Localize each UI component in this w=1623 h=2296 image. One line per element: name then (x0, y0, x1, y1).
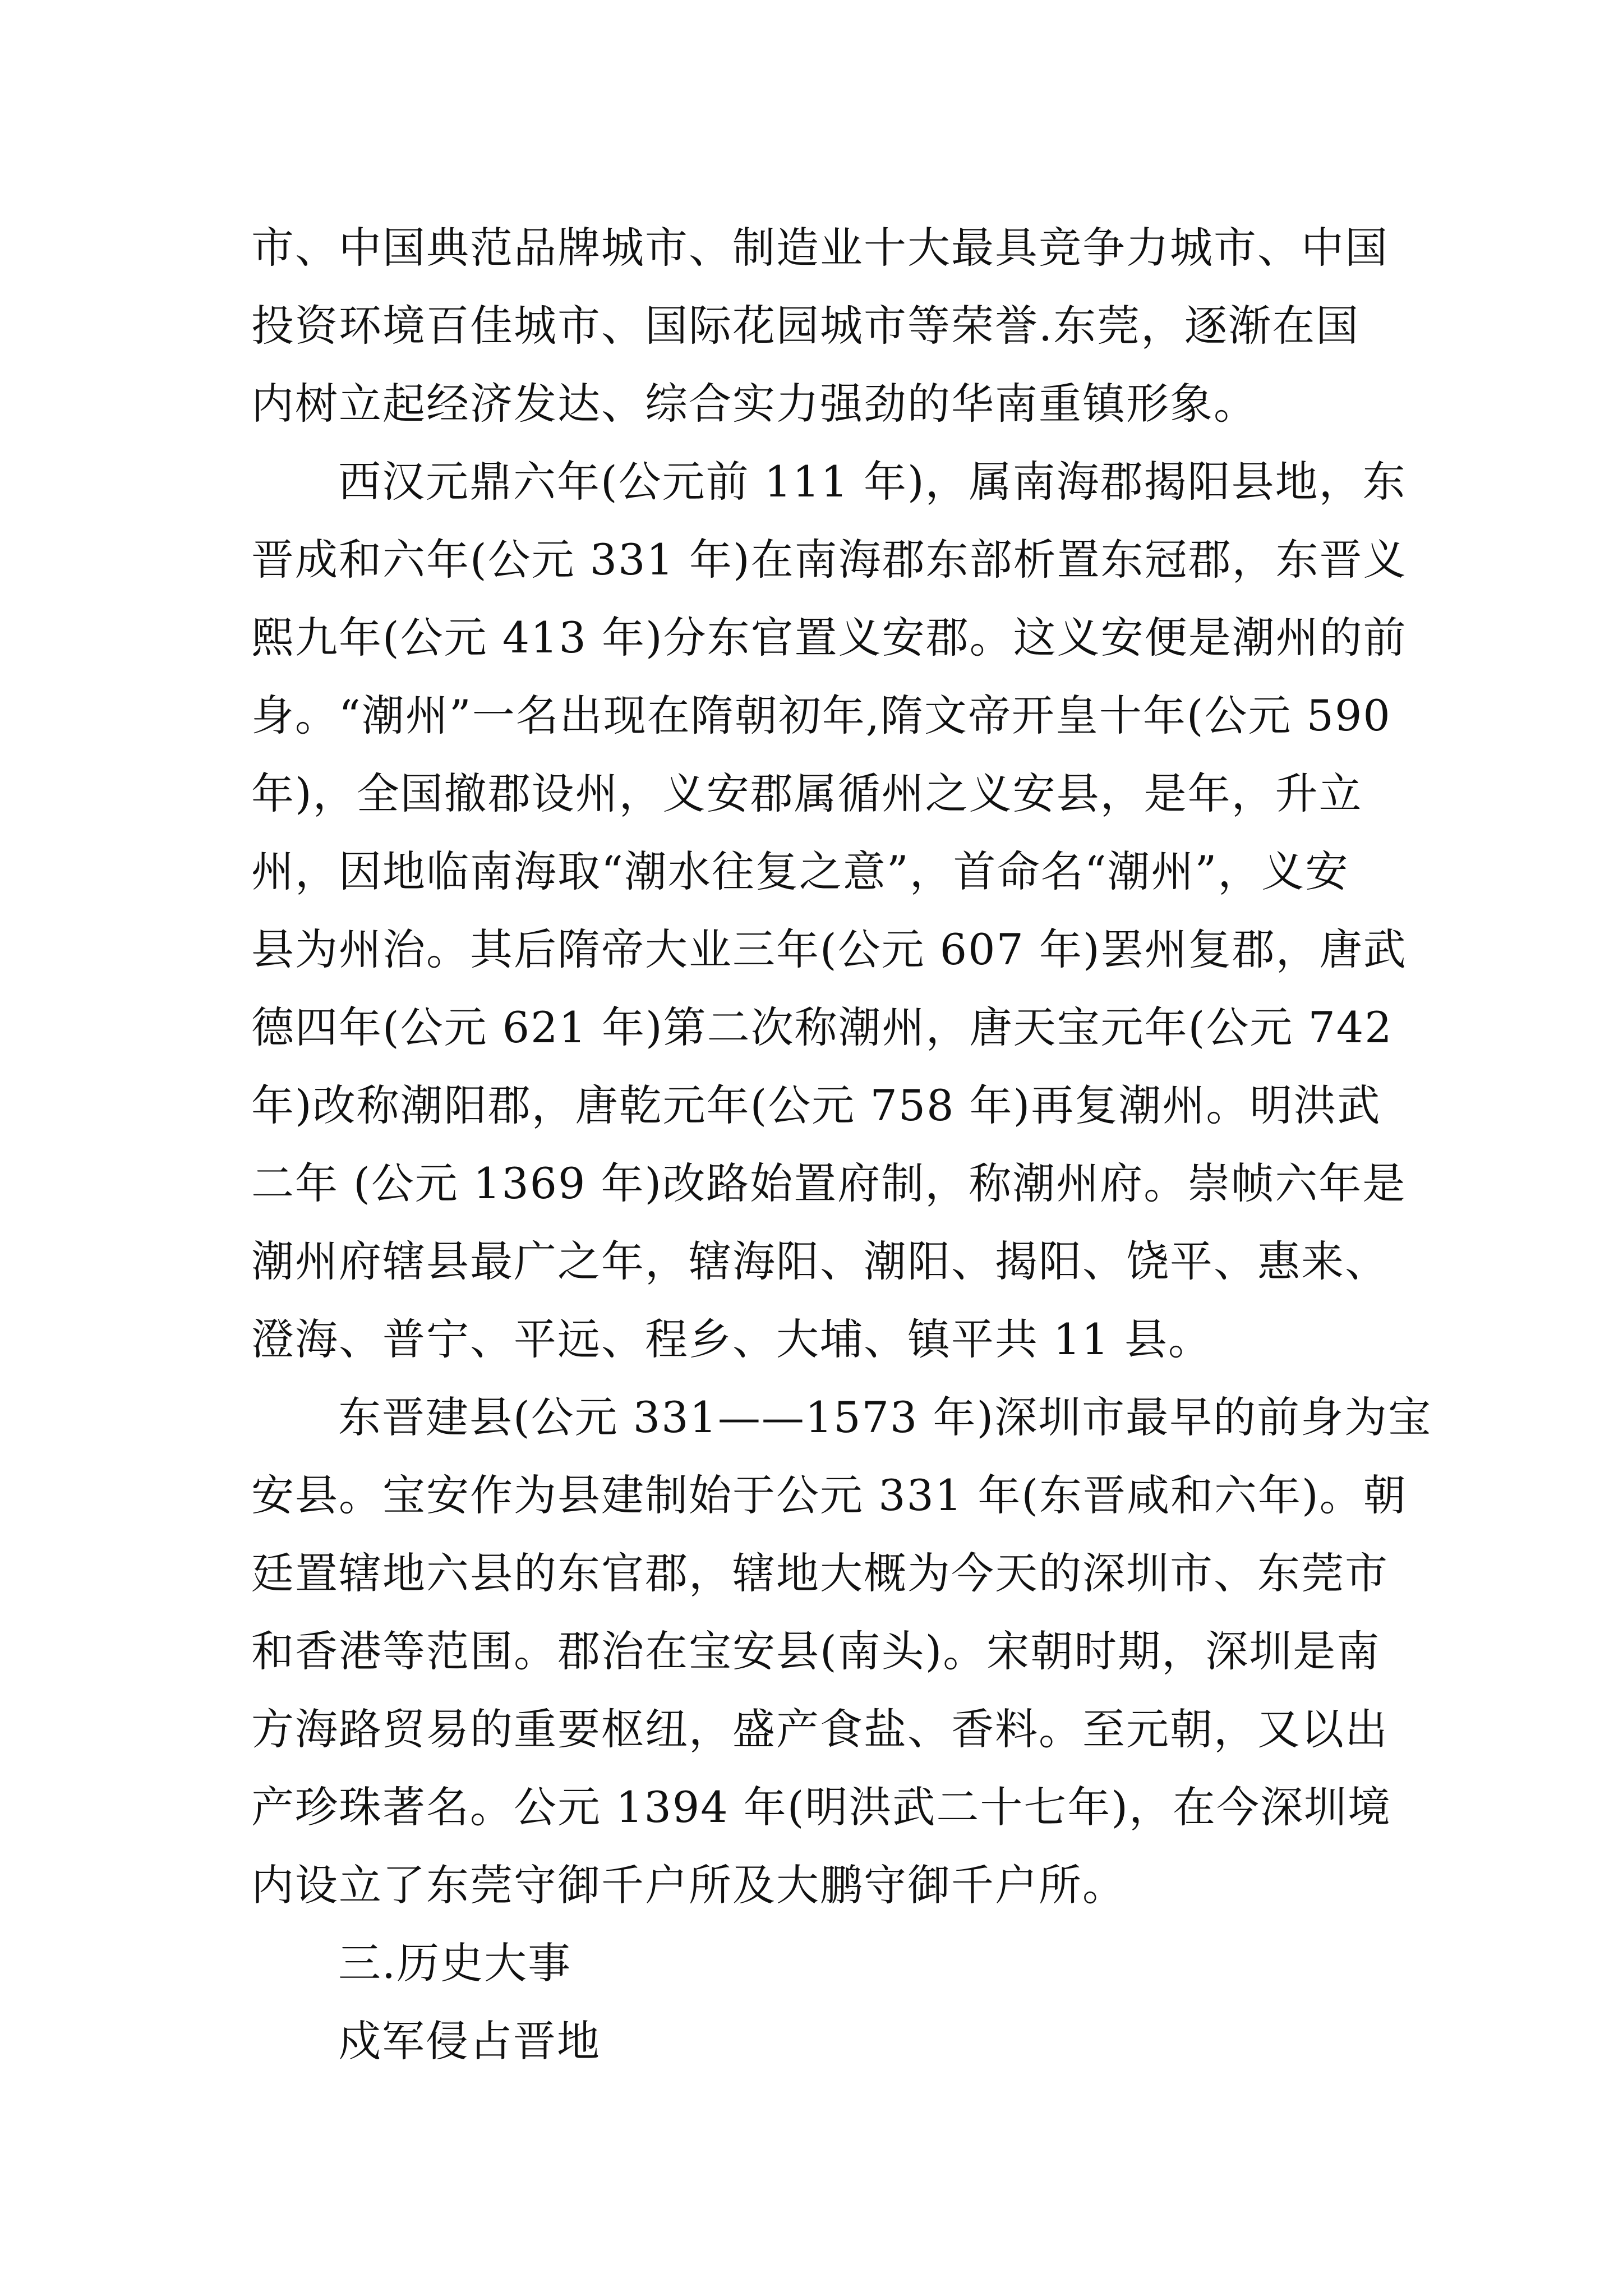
text-line: 东晋建县(公元 331——1573 年)深圳市最早的前身为宝 (338, 1392, 1432, 1442)
sub-heading: 戍军侵占晋地 (338, 2016, 601, 2066)
text-line: 身。“潮州”一名出现在隋朝初年,隋文帝开皇十年(公元 590 (251, 691, 1391, 740)
text-line: 二年 (公元 1369 年)改路始置府制，称潮州府。崇帧六年是 (251, 1158, 1407, 1208)
text-line: 投资环境百佳城市、国际花园城市等荣誉.东莞，逐渐在国 (251, 301, 1360, 351)
text-line: 内树立起经济发达、综合实力强劲的华南重镇形象。 (251, 379, 1257, 429)
document-body (251, 209, 1432, 2080)
text-line: 年)改称潮阳郡，唐乾元年(公元 758 年)再复潮州。明洪武 (251, 1080, 1381, 1130)
text-line: 晋成和六年(公元 331 年)在南海郡东部析置东冠郡，东晋义 (251, 535, 1407, 585)
text-line: 市、中国典范品牌城市、制造业十大最具竞争力城市、中国 (251, 223, 1389, 273)
text-line: 潮州府辖县最广之年，辖海阳、潮阳、揭阳、饶平、惠来、 (251, 1236, 1389, 1286)
text-line: 西汉元鼎六年(公元前 111 年)，属南海郡揭阳县地，东 (338, 457, 1407, 507)
text-line: 熙九年(公元 413 年)分东官置义安郡。这义安便是潮州的前 (251, 613, 1407, 662)
text-line: 安县。宝安作为县建制始于公元 331 年(东晋咸和六年)。朝 (251, 1470, 1407, 1520)
text-line: 廷置辖地六县的东官郡，辖地大概为今天的深圳市、东莞市 (251, 1548, 1389, 1598)
paragraph-1 (251, 209, 1395, 443)
text-line: 内设立了东莞守御千户所及大鹏守御千户所。 (251, 1860, 1126, 1910)
text-line: 年)，全国撤郡设州，义安郡属循州之义安县，是年，升立 (251, 769, 1363, 818)
text-line: 州，因地临南海取“潮水往复之意”，首命名“潮州”，义安 (251, 846, 1349, 896)
text-line: 县为州治。其后隋帝大业三年(公元 607 年)罢州复郡，唐武 (251, 924, 1407, 974)
paragraph-3 (251, 1378, 1432, 1924)
paragraph-2 (251, 443, 1407, 1378)
text-line: 和香港等范围。郡治在宝安县(南头)。宋朝时期，深圳是南 (251, 1626, 1381, 1676)
text-line: 德四年(公元 621 年)第二次称潮州，唐天宝元年(公元 742 (251, 1002, 1393, 1052)
text-line: 澄海、普宁、平远、程乡、大埔、镇平共 11 县。 (251, 1314, 1212, 1364)
text-line: 方海路贸易的重要枢纽，盛产食盐、香料。至元朝，又以出 (251, 1704, 1389, 1754)
text-line: 产珍珠著名。公元 1394 年(明洪武二十七年)，在今深圳境 (251, 1782, 1392, 1832)
section-heading: 三.历史大事 (338, 1938, 572, 1988)
